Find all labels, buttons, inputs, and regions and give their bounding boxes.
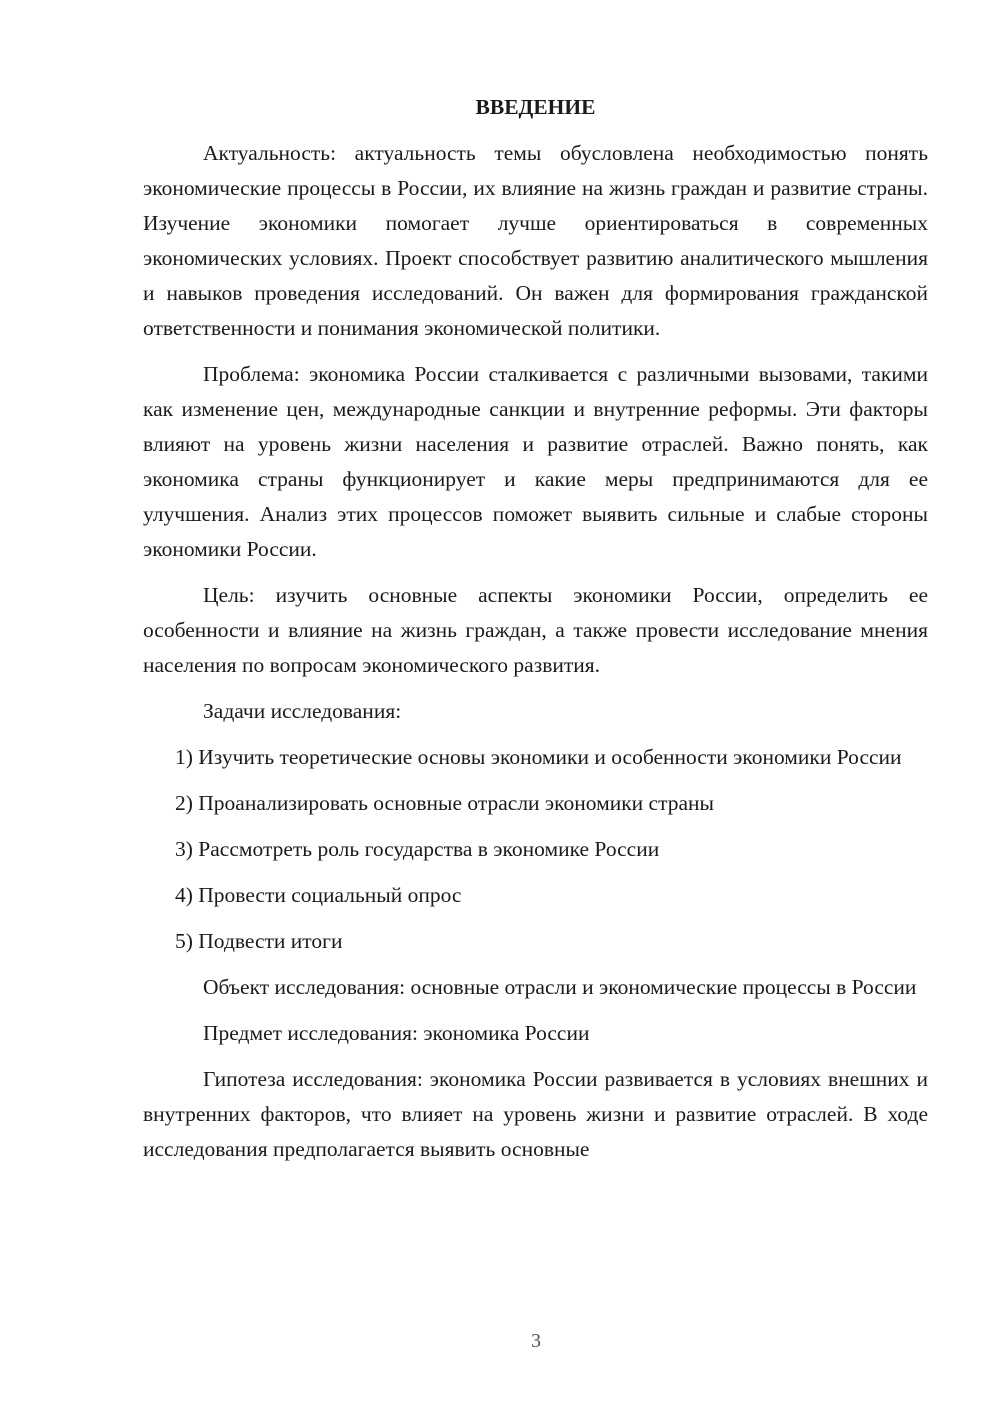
subject-paragraph: Предмет исследования: экономика России — [203, 1021, 590, 1045]
task-item-1: 1) Изучить теоретические основы экономики и особенности экономики России — [175, 745, 902, 769]
document-page — [143, 90, 928, 1178]
task-item-3: 3) Рассмотреть роль государства в экономике России — [175, 837, 660, 861]
problem-paragraph: Проблема: экономика России сталкивается с различными вызовами, такими как изменение цен, международные санкции и внутренние реформы. Эти факторы влияют на уровень жизни населения и развитие отраслей. Важно понять, как экономика страны функционирует и какие меры предпринимаются для ее улучшения. Анализ этих процессов поможет выявить сильные и слабые стороны экономики России. — [143, 362, 928, 561]
task-item-2: 2) Проанализировать основные отрасли экономики страны — [175, 791, 714, 815]
page-number: 3 — [531, 1330, 541, 1352]
object-paragraph: Объект исследования: основные отрасли и экономические процессы в России — [203, 975, 917, 999]
task-item-5: 5) Подвести итоги — [175, 929, 343, 953]
relevance-paragraph: Актуальность: актуальность темы обусловлена необходимостью понять экономические процессы в России, их влияние на жизнь граждан и развитие страны. Изучение экономики помогает лучше ориентироваться в современных экономических условиях. Проект способствует развитию аналитического мышления и навыков проведения исследований. Он важен для формирования гражданской ответственности и понимания экономической политики. — [143, 141, 928, 340]
tasks-heading: Задачи исследования: — [203, 699, 402, 723]
hypothesis-paragraph: Гипотеза исследования: экономика России развивается в условиях внешних и внутренних факторов, что влияет на уровень жизни и развитие отраслей. В ходе исследования предполагается выявить основные — [143, 1067, 928, 1161]
task-item-4: 4) Провести социальный опрос — [175, 883, 462, 907]
section-title: ВВЕДЕНИЕ — [475, 95, 596, 119]
goal-paragraph: Цель: изучить основные аспекты экономики России, определить ее особенности и влияние на жизнь граждан, а также провести исследование мнения населения по вопросам экономического развития. — [143, 583, 928, 677]
